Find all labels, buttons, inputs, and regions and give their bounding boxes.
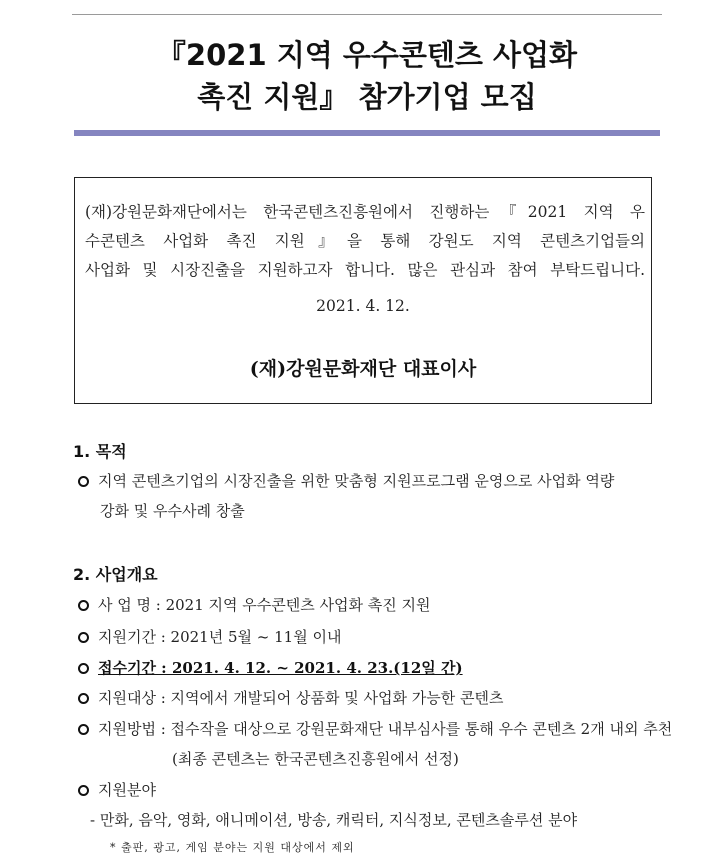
page-title	[72, 34, 662, 118]
circle-bullet-icon	[78, 785, 89, 796]
notice-line-1: (재)강원문화재단에서는 한국콘텐츠진흥원에서 진행하는『2021 지역 우	[85, 203, 645, 221]
purpose-text-line-1: 지역 콘텐츠기업의 시장진출을 위한 맞춤형 지원프로그램 운영으로 사업화 역량	[98, 472, 615, 490]
overview-item-method	[78, 718, 672, 740]
overview-item-text: 접수기간 : 2021. 4. 12. ~ 2021. 4. 23.(12일 간)	[98, 659, 463, 677]
circle-bullet-icon	[78, 632, 89, 643]
overview-item-text: 사 업 명 : 2021 지역 우수콘텐츠 사업화 촉진 지원	[98, 596, 431, 614]
overview-item-text: 지원분야	[98, 781, 156, 799]
notice-box	[74, 177, 652, 404]
notice-body	[85, 198, 645, 285]
overview-item-text: 지원대상 : 지역에서 개발되어 상품화 및 사업화 가능한 콘텐츠	[98, 689, 504, 707]
notice-line-3: 사업화 및 시장진출을 지원하고자 합니다. 많은 관심과 참여 부탁드립니다.	[85, 261, 645, 279]
circle-bullet-icon	[78, 476, 89, 487]
circle-bullet-icon	[78, 663, 89, 674]
notice-date: 2021. 4. 12.	[316, 297, 410, 315]
circle-bullet-icon	[78, 724, 89, 735]
title-underline-bar	[74, 130, 660, 136]
notice-signature: (재)강원문화재단 대표이사	[249, 358, 477, 380]
overview-item-name	[78, 594, 430, 616]
overview-item-target	[78, 687, 503, 709]
circle-bullet-icon	[78, 600, 89, 611]
title-line-2: 촉진 지원』 참가기업 모집	[197, 80, 537, 114]
circle-bullet-icon	[78, 693, 89, 704]
method-note: (최종 콘텐츠는 한국콘텐츠진흥원에서 선정)	[172, 750, 459, 768]
overview-item-fields	[78, 779, 156, 801]
overview-item-text: 지원방법 : 접수작을 대상으로 강원문화재단 내부심사를 통해 우수 콘텐츠 2개 내외 추천	[98, 720, 673, 738]
top-divider	[72, 14, 662, 15]
notice-line-2: 수콘텐츠 사업화 촉진 지원』을 통해 강원도 지역 콘텐츠기업들의	[85, 232, 645, 250]
purpose-text-line-2: 강화 및 우수사례 창출	[100, 502, 245, 520]
overview-item-text: 지원기간 : 2021년 5월 ~ 11월 이내	[98, 628, 342, 646]
section-heading-purpose: 1. 목적	[73, 442, 127, 461]
section-heading-overview: 2. 사업개요	[73, 565, 158, 584]
overview-item-period	[78, 626, 341, 648]
title-line-1: 『2021 지역 우수콘텐츠 사업화	[156, 38, 578, 72]
fields-note: * 출판, 광고, 게임 분야는 지원 대상에서 제외	[110, 841, 355, 854]
overview-item-application-period	[78, 657, 463, 679]
purpose-item	[78, 470, 614, 492]
fields-list: - 만화, 음악, 영화, 애니메이션, 방송, 캐릭터, 지식정보, 콘텐츠솔루션 분야	[90, 811, 578, 829]
